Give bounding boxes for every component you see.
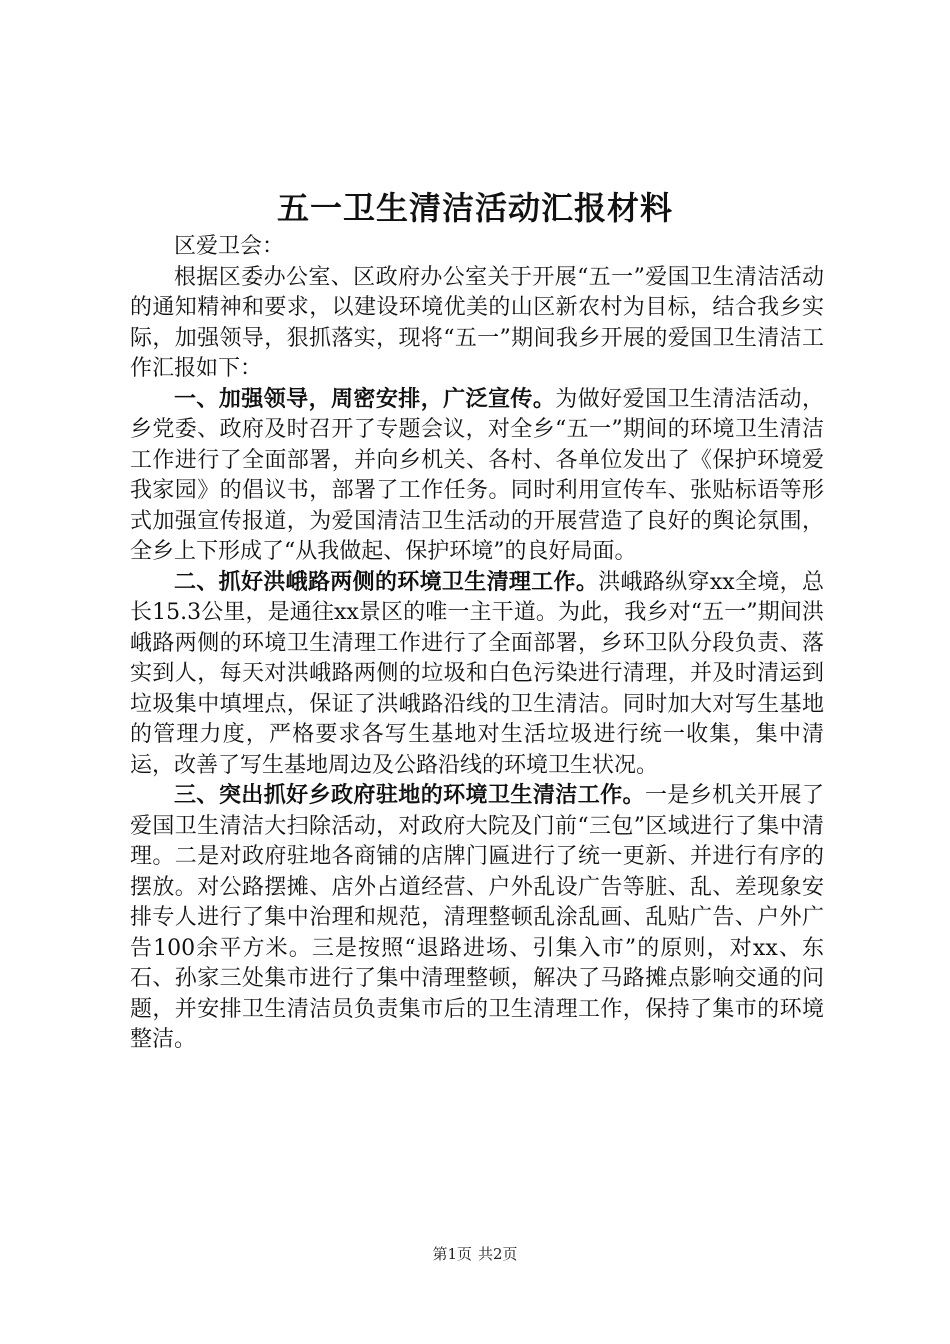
section-heading: 二、抓好洪峨路两侧的环境卫生清理工作。 [174,569,599,595]
section-text: 一是乡机关开展了爱国卫生清洁大扫除活动，对政府大院及门前“三包”区域进行了集中清理。二是对政府驻地各商铺的店牌门匾进行了统一更新、并进行有序的摆放。对公路摆摊、店外占道经营、户外乱设广告等脏、乱、差现象安排专人进行了集中治理和规范，清理整顿乱涂乱画、乱贴广告、户外广告100余平方米。三是按照“退路进场、引集入市”的原则，对xx、东石、孙家三处集市进行了集中清理整顿，解决了马路摊点影响交通的问题，并安排卫生清洁员负责集市后的卫生清理工作，保持了集市的环境整洁。 [130,783,824,1052]
salutation: 区爱卫会： [174,234,285,259]
section-text: 为做好爱国卫生清洁活动，乡党委、政府及时召开了专题会议，对全乡“五一”期间的环境卫生清洁工作进行了全面部署，并向乡机关、各村、各单位发出了《保护环境爱我家园》的倡议书，部署了工作任务。同时利用宣传车、张贴标语等形式加强宣传报道，为爱国清洁卫生活动的开展营造了良好的舆论氛围，全乡上下形成了“从我做起、保护环境”的良好局面。 [130,386,824,564]
page-number: 第1页 [432,1245,472,1263]
section-text: 洪峨路纵穿xx全境，总长15.3公里，是通往xx景区的唯一主干道。为此，我乡对“五一”期间洪峨路两侧的环境卫生清理工作进行了全面部署，乡环卫队分段负责、落实到人，每天对洪峨路两侧的垃圾和白色污染进行清理，并及时清运到垃圾集中填埋点，保证了洪峨路沿线的卫生清洁。同时加大对写生基地的管理力度，严格要求各写生基地对生活垃圾进行统一收集，集中清运，改善了写生基地周边及公路沿线的环境卫生状况。 [130,569,824,778]
section-paragraph-3 [130,781,824,1056]
page-count: 共2页 [478,1245,518,1263]
page-footer [0,1244,950,1264]
document-title: 五一卫生清洁活动汇报材料 [276,189,673,227]
document-body [130,232,824,1056]
section-heading: 三、突出抓好乡政府驻地的环境卫生清洁工作。 [174,783,645,808]
intro-paragraph: 根据区委办公室、区政府办公室关于开展“五一”爱国卫生清洁活动的通知精神和要求，以建设环境优美的山区新农村为目标，结合我乡实际，加强领导，狠抓落实，现将“五一”期间我乡开展的爱国卫生清洁工作汇报如下： [130,264,824,381]
section-paragraph-2 [130,568,824,782]
section-paragraph-1 [130,385,824,568]
section-heading: 一、加强领导，周密安排，广泛宣传。 [174,386,556,412]
